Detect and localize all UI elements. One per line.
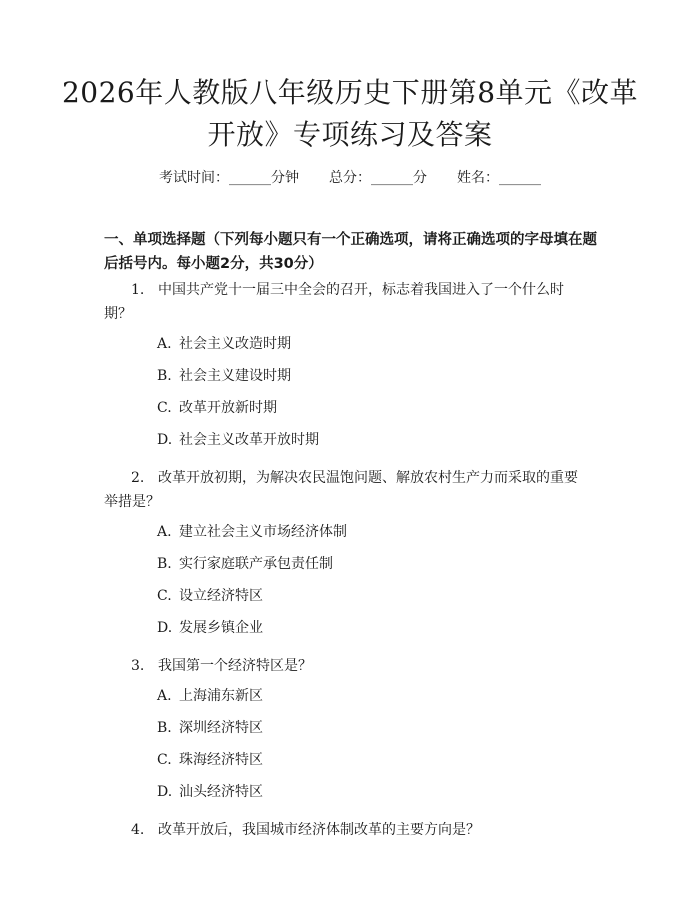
option-letter: A. (157, 688, 172, 704)
question-number: 3. (131, 658, 145, 674)
option-b (0, 716, 700, 740)
option-d (0, 428, 700, 452)
student-name-blank: ______ (499, 170, 541, 186)
option-d (0, 616, 700, 640)
option-letter: D. (157, 784, 173, 800)
option-d (0, 780, 700, 804)
question-1 (0, 278, 700, 452)
option-c (0, 748, 700, 772)
question-text: 改革开放初期，为解决农民温饱问题、解放农村生产力而采取的重要举措是？ (104, 470, 578, 510)
question-3 (0, 654, 700, 804)
question-text: 我国第一个经济特区是？ (158, 658, 312, 674)
option-a (0, 684, 700, 708)
option-text: 深圳经济特区 (179, 720, 263, 736)
question-text: 中国共产党十一届三中全会的召开，标志着我国进入了一个什么时期？ (104, 282, 564, 322)
question-list (0, 278, 700, 856)
student-name-label: 姓名： (457, 170, 499, 186)
option-c (0, 584, 700, 608)
question-2 (0, 466, 700, 640)
option-text: 建立社会主义市场经济体制 (179, 524, 347, 540)
option-a (0, 520, 700, 544)
option-c (0, 396, 700, 420)
option-letter: C. (157, 588, 172, 604)
option-text: 珠海经济特区 (179, 752, 263, 768)
question-number: 2. (131, 470, 145, 486)
option-text: 汕头经济特区 (179, 784, 263, 800)
option-letter: D. (157, 432, 173, 448)
question-number: 4. (131, 822, 145, 838)
document-title: 2026年人教版八年级历史下册第8单元《改革开放》专项练习及答案 (61, 76, 639, 151)
option-letter: B. (157, 368, 172, 384)
option-letter: B. (157, 720, 172, 736)
option-text: 社会主义建设时期 (179, 368, 291, 384)
option-text: 设立经济特区 (179, 588, 263, 604)
option-letter: A. (157, 336, 172, 352)
question-4 (0, 818, 700, 842)
option-text: 上海浦东新区 (179, 688, 263, 704)
option-text: 发展乡镇企业 (179, 620, 263, 636)
option-text: 实行家庭联产承包责任制 (179, 556, 333, 572)
option-letter: D. (157, 620, 173, 636)
option-letter: C. (157, 752, 172, 768)
exam-time-blank: ______ (229, 170, 271, 186)
exam-time-unit: 分钟 (271, 170, 299, 186)
option-b (0, 552, 700, 576)
option-letter: C. (157, 400, 172, 416)
question-text: 改革开放后，我国城市经济体制改革的主要方向是？ (158, 822, 480, 838)
option-text: 改革开放新时期 (179, 400, 277, 416)
option-letter: A. (157, 524, 172, 540)
option-text: 社会主义改革开放时期 (179, 432, 319, 448)
option-b (0, 364, 700, 388)
question-number: 1. (131, 282, 145, 298)
section-heading: 一、单项选择题（下列每小题只有一个正确选项，请将正确选项的字母填在题后括号内。每小题2分，共30分） (104, 232, 597, 272)
option-text: 社会主义改造时期 (179, 336, 291, 352)
total-score-unit: 分 (413, 170, 427, 186)
exam-meta (0, 168, 700, 188)
option-letter: B. (157, 556, 172, 572)
total-score-blank: ______ (371, 170, 413, 186)
option-a (0, 332, 700, 356)
exam-time-label: 考试时间： (159, 170, 229, 186)
total-score-label: 总分： (329, 170, 371, 186)
